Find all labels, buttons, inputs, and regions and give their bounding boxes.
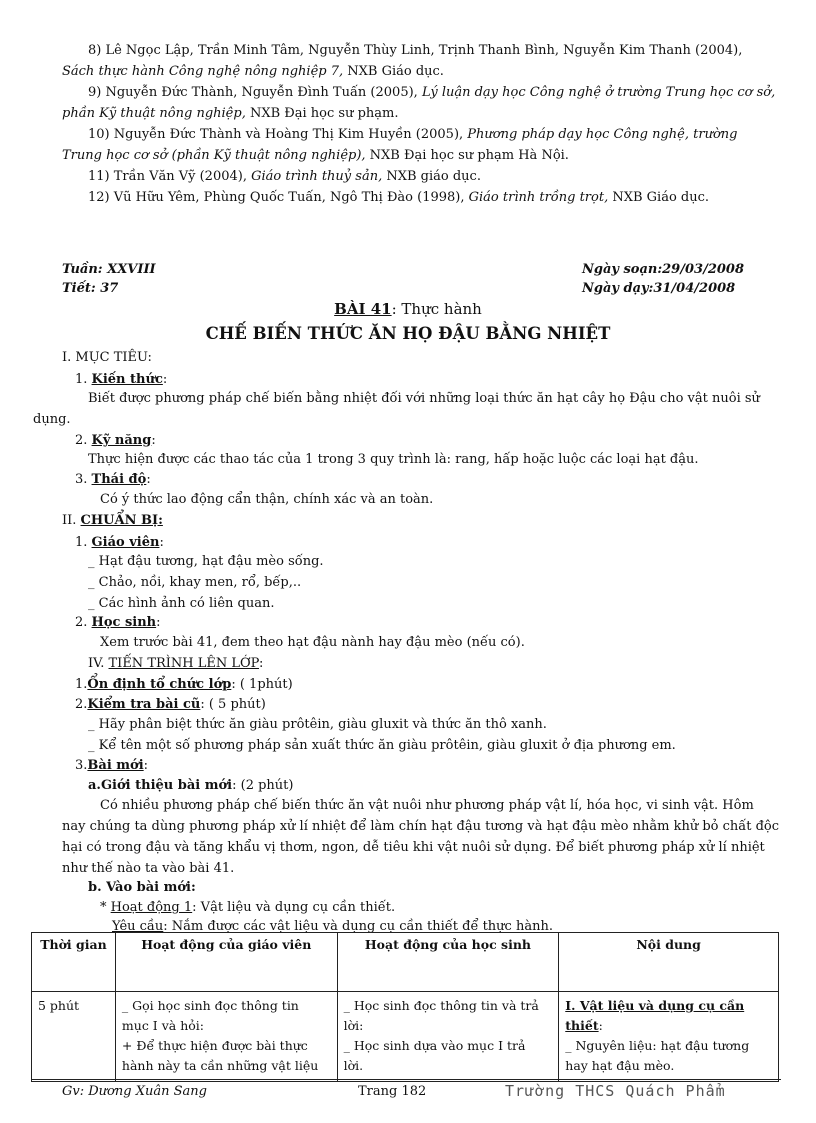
reference-10-line1: 10) Nguyễn Đức Thành và Hoàng Thị Kim Huyền (2005), Phương pháp dạy học Công nghệ, trường <box>88 127 738 142</box>
teacher-prep-item: _ Chảo, nồi, khay men, rổ, bếp,.. <box>88 575 302 590</box>
knowledge-heading: 1. Kiến thức: <box>75 372 168 387</box>
page-number: Trang 182 <box>358 1084 427 1099</box>
col-header-content: Nội dung <box>559 933 779 992</box>
table-row <box>32 992 779 1082</box>
reference-11: 11) Trần Văn Vỹ (2004), Giáo trình thuỷ sản, NXB giáo dục. <box>88 169 481 184</box>
review-item: _ Kể tên một số phương pháp sản xuất thức ăn giàu prôtêin, giàu gluxit ở địa phương em. <box>88 738 676 753</box>
teach-date: Ngày dạy:31/04/2008 <box>582 281 736 296</box>
row-time: 5 phút <box>32 992 116 1082</box>
knowledge-text-line2: dụng. <box>33 412 71 427</box>
row-content: I. Vật liệu và dụng cụ cần thiết: _ Nguyên liệu: hạt đậu tương hay hạt đậu mèo. <box>559 992 779 1082</box>
col-header-teacher: Hoạt động của giáo viên <box>115 933 337 992</box>
intro-paragraph-line: hại có trong đậu và tăng khẩu vị thơm, ngon, dễ tiêu khi vật nuôi sử dụng. Để biết phương pháp xử lí nhiệt <box>62 840 765 855</box>
col-header-student: Hoạt động của học sinh <box>337 933 559 992</box>
period-label: Tiết: 37 <box>62 281 119 296</box>
table-header-row <box>32 933 779 992</box>
reference-8-line2: Sách thực hành Công nghệ nông nghiệp 7, NXB Giáo dục. <box>62 64 444 79</box>
new-lesson-heading: 3.Bài mới: <box>75 758 149 773</box>
intro-paragraph-line: như thế nào ta vào bài 41. <box>62 861 235 876</box>
intro-paragraph-line: nay chúng ta dùng phương pháp xử lí nhiệt để làm chín hạt đậu tương và hạt đậu mèo nhằm khử bỏ chất độc <box>62 819 780 834</box>
student-prep-heading: 2. Học sinh: <box>75 615 161 630</box>
intro-heading: a.Giới thiệu bài mới: (2 phút) <box>88 778 294 793</box>
footer-divider <box>31 1079 781 1080</box>
teacher-prep-item: _ Hạt đậu tương, hạt đậu mèo sống. <box>88 554 324 569</box>
knowledge-text-line1: Biết được phương pháp chế biến bằng nhiệt đối với những loại thức ăn hạt cây họ Đậu cho vật nuôi sử <box>88 391 760 406</box>
footer-school-name: Trường THCS Quách Phẩm <box>505 1082 726 1100</box>
reference-8-line1: 8) Lê Ngọc Lập, Trần Minh Tâm, Nguyễn Thùy Linh, Trịnh Thanh Bình, Nguyễn Kim Thanh (2004), <box>88 43 743 58</box>
review-heading: 2.Kiểm tra bài cũ: ( 5 phút) <box>75 697 266 712</box>
reference-9-line1: 9) Nguyễn Đức Thành, Nguyễn Đình Tuấn (2005), Lý luận dạy học Công nghệ ở trường Trung học cơ sở, <box>88 85 776 100</box>
student-prep-text: Xem trước bài 41, đem theo hạt đậu nành hay đậu mèo (nếu có). <box>100 635 525 650</box>
section-objectives-heading: I. MỤC TIÊU: <box>62 350 152 365</box>
class-org-heading: 1.Ổn định tổ chức lớp: ( 1phút) <box>75 677 293 692</box>
reference-9-line2: phần Kỹ thuật nông nghiệp, NXB Đại học sư phạm. <box>62 106 399 121</box>
reference-12: 12) Vũ Hữu Yêm, Phùng Quốc Tuấn, Ngô Thị Đào (1998), Giáo trình trồng trọt, NXB Giáo dục. <box>88 190 710 205</box>
row-teacher-activity: _ Gọi học sinh đọc thông tin mục I và hỏi: + Để thực hiện được bài thực hành này ta cần những vật liệu <box>115 992 337 1082</box>
col-header-time: Thời gian <box>32 933 116 992</box>
row-student-activity: _ Học sinh đọc thông tin và trả lời: _ Học sinh dựa vào mục I trả lời. <box>337 992 559 1082</box>
attitude-heading: 3. Thái độ: <box>75 472 151 487</box>
skill-heading: 2. Kỹ năng: <box>75 433 156 448</box>
activity-1-requirement: Yêu cầu: Nắm được các vật liệu và dụng cụ cần thiết để thực hành. <box>112 919 553 934</box>
attitude-text: Có ý thức lao động cẩn thận, chính xác và an toàn. <box>100 492 434 507</box>
lesson-table <box>31 932 779 1082</box>
teacher-prep-heading: 1. Giáo viên: <box>75 535 164 550</box>
prep-date: Ngày soạn:29/03/2008 <box>582 262 744 277</box>
section-preparation-heading: II. CHUẨN BỊ: <box>62 513 163 528</box>
week-label: Tuần: XXVIII <box>62 262 156 277</box>
reference-10-line2: Trung học cơ sở (phần Kỹ thuật nông nghiệp), NXB Đại học sư phạm Hà Nội. <box>62 148 569 163</box>
skill-text: Thực hiện được các thao tác của 1 trong 3 quy trình là: rang, hấp hoặc luộc các loại hạt đậu. <box>88 452 699 467</box>
footer-teacher-name: Gv: Dương Xuân Sang <box>62 1084 207 1099</box>
teacher-prep-item: _ Các hình ảnh có liên quan. <box>88 596 275 611</box>
intro-paragraph-line: Có nhiều phương pháp chế biến thức ăn vật nuôi như phương pháp vật lí, hóa học, vi sinh vật. Hôm <box>100 798 754 813</box>
section-procedure-heading: IV. TIẾN TRÌNH LÊN LỚP: <box>88 656 264 671</box>
page-title: CHẾ BIẾN THỨC ĂN HỌ ĐẬU BẰNG NHIỆT <box>205 324 611 343</box>
activity-1-heading: * Hoạt động 1: Vật liệu và dụng cụ cần thiết. <box>100 900 396 915</box>
enter-lesson-heading: b. Vào bài mới: <box>88 880 196 895</box>
review-item: _ Hãy phân biệt thức ăn giàu prôtêin, giàu gluxit và thức ăn thô xanh. <box>88 717 547 732</box>
lesson-title: BÀI 41: Thực hành <box>334 300 482 318</box>
